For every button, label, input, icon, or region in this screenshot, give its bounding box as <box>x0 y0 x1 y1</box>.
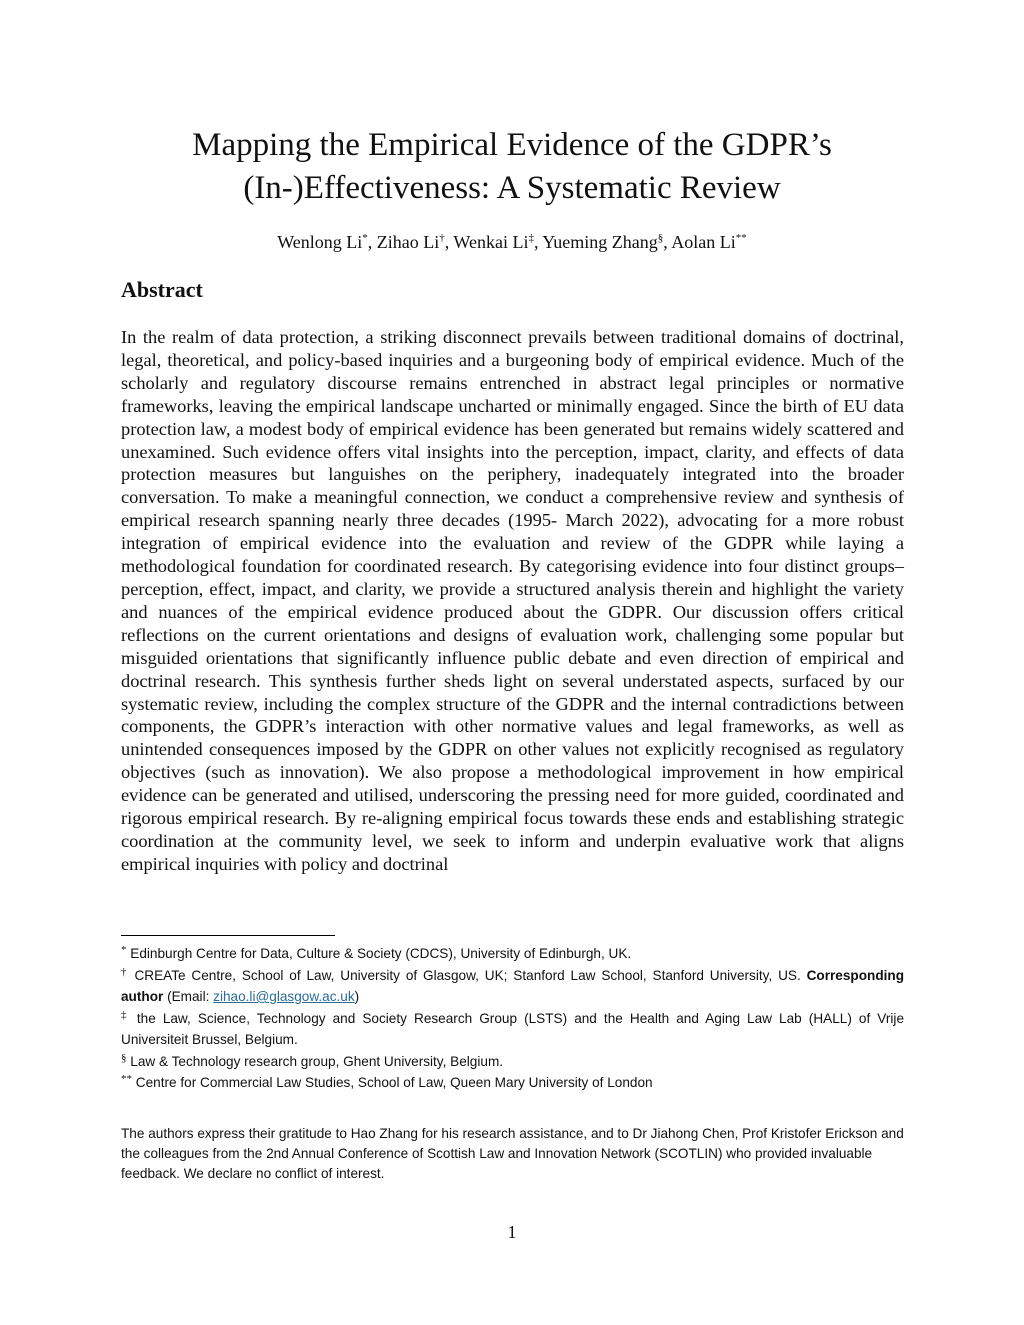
title-line-2: (In-)Effectiveness: A Systematic Review <box>243 170 781 206</box>
footnote-mark: * <box>121 944 127 956</box>
author-name: Yueming Zhang <box>542 232 658 252</box>
footnote-text: CREATe Centre, School of Law, University of Glasgow, UK; Stanford Law School, Stanford University, US. <box>134 967 801 983</box>
author-mark: ‡ <box>528 232 534 244</box>
author-name: Aolan Li <box>671 232 736 252</box>
footnote-text: Law & Technology research group, Ghent University, Belgium. <box>130 1053 504 1069</box>
title-line-1: Mapping the Empirical Evidence of the GDPR’s <box>192 127 832 163</box>
footnote-text: the Law, Science, Technology and Society Research Group (LSTS) and the Health and Aging Law Lab (HALL) of Vrije Universiteit Brussel, Belgium. <box>121 1010 904 1047</box>
email-suffix: ) <box>354 989 360 1004</box>
footnote-3 <box>121 1008 904 1051</box>
author-separator: , <box>367 232 377 252</box>
author-name: Wenkai Li <box>453 232 529 252</box>
footnote-mark: ‡ <box>121 1008 130 1021</box>
acknowledgement-text: The authors express their gratitude to Hao Zhang for his research assistance, and to Dr Jiahong Chen, Prof Kristofer Erickson and the colleagues from the 2nd Annual Conference of Scottish Law and Innovation Network (SCOTLIN) who provided invaluable feedback. We declare no conflict of interest. <box>121 1126 904 1181</box>
footnotes <box>121 943 904 1094</box>
footnote-mark: ** <box>121 1073 132 1085</box>
author-separator: , <box>533 232 543 252</box>
author-mark: ** <box>735 232 747 244</box>
page-number: 1 <box>507 1222 517 1242</box>
author-mark: § <box>657 232 664 244</box>
footnote-4 <box>121 1051 904 1073</box>
footnote-text: Edinburgh Centre for Data, Culture & Society (CDCS), University of Edinburgh, UK. <box>130 946 632 961</box>
footnote-1 <box>121 943 904 965</box>
author-separator: , <box>663 232 672 252</box>
author-separator: , <box>444 232 454 252</box>
footnote-2 <box>121 965 904 1008</box>
author-name: Wenlong Li <box>277 232 363 252</box>
author-list <box>100 230 924 254</box>
footnote-mark: § <box>121 1051 127 1064</box>
footnote-5 <box>121 1072 904 1094</box>
abstract-text: In the realm of data protection, a striking disconnect prevails between traditional domains of doctrinal, legal, theoretical, and policy-based inquiries and a burgeoning body of empirical evidence. Much of the scholarly and regulatory discourse remains entrenched in abstract legal principles or normative frameworks, leaving the empirical landscape uncharted or minimally engaged. Since the birth of EU data protection law, a modest body of empirical evidence has been generated but remains widely scattered and unexamined. Such evidence offers vital insights into the perception, impact, clarity, and effects of data protection measures but languishes on the periphery, inadequately integrated into the broader conversation. To make a meaningful connection, we conduct a comprehensive review and synthesis of empirical research spanning nearly three decades (1995- March 2022), advocating for a more robust integration of empirical evidence into the evaluation and review of the GDPR while laying a methodological foundation for coordinated research. By categorising evidence into four distinct groups– perception, effect, impact, and clarity, we provide a structured analysis therein and highlight the variety and nuances of the empirical evidence produced about the GDPR. Our discussion offers critical reflections on the current orientations and designs of evaluation work, challenging some popular but misguided orientations that significantly influence public debate and even direction of empirical and doctrinal research. This synthesis further sheds light on several understated aspects, surfaced by our systematic review, including the complex structure of the GDPR and the internal contradictions between components, the GDPR’s interaction with other normative values and legal frameworks, as well as unintended consequences imposed by the GDPR on other values not explicitly recognised as regulatory objectives (such as innovation). We also propose a methodological improvement in how empirical evidence can be generated and utilised, underscoring the pressing need for more guided, coordinated and rigorous empirical research. By re-aligning empirical focus towards these ends and establishing strategic coordination at the community level, we seek to inform and underpin evaluative work that aligns empirical inquiries with policy and doctrinal <box>121 327 904 874</box>
footnote-mark: † <box>121 965 129 978</box>
author-email-link[interactable]: zihao.li@glasgow.ac.uk <box>213 989 355 1004</box>
author-mark: † <box>439 232 445 244</box>
footnote-text: Centre for Commercial Law Studies, School of Law, Queen Mary University of London <box>135 1075 653 1090</box>
author-mark: * <box>362 232 368 244</box>
corresponding-author-label: Corresponding author <box>121 967 905 1004</box>
footnote-divider <box>121 935 335 936</box>
email-prefix: (Email: <box>167 989 214 1004</box>
abstract-heading: Abstract <box>121 277 203 302</box>
author-name: Zihao Li <box>376 232 440 252</box>
paper-title <box>100 124 924 210</box>
